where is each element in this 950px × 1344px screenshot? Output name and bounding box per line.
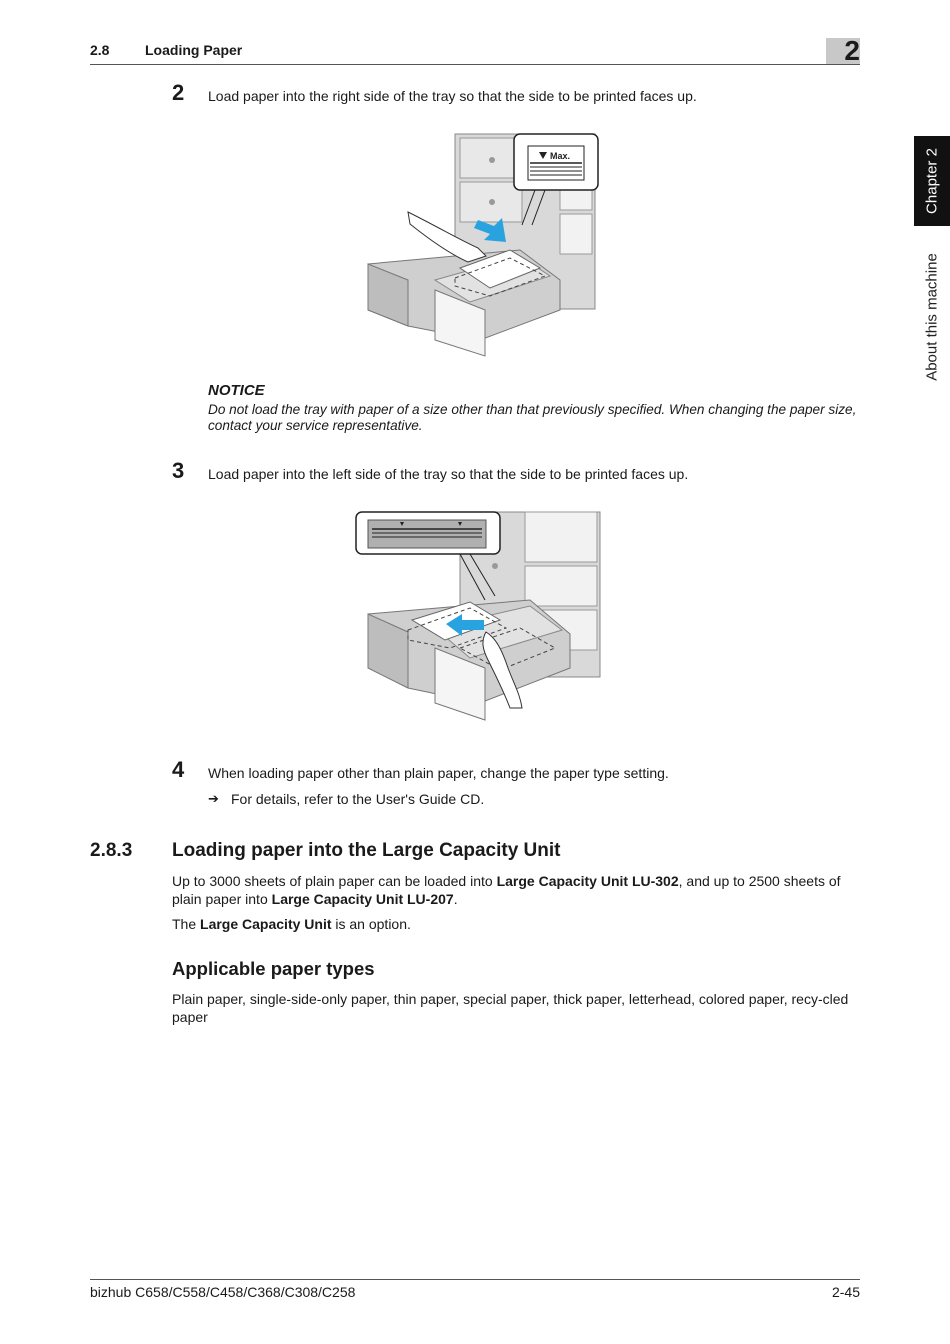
- step-reference: For details, refer to the User's Guide CD.: [231, 791, 485, 807]
- about-tab-label: About this machine: [923, 253, 941, 381]
- header-section-number: 2.8: [90, 42, 110, 58]
- lu207-name: Large Capacity Unit LU-207: [271, 891, 454, 907]
- step-number: 3: [172, 458, 185, 483]
- arrow-icon: ➔: [208, 791, 219, 806]
- capacity-paragraph: Up to 3000 sheets of plain paper can be loaded into Large Capacity Unit LU-302, and up to 2500 sheets of plain paper into Large Capacity Unit LU-207.: [172, 873, 841, 907]
- header-section-title: Loading Paper: [145, 42, 243, 58]
- chapter-tab: [914, 136, 950, 226]
- paper-types-paragraph: Plain paper, single-side-only paper, thin paper, special paper, thick paper, letterhead, colored paper, recy-cled paper: [172, 991, 849, 1025]
- notice-heading: NOTICE: [208, 382, 265, 399]
- subsection-heading: Applicable paper types: [172, 958, 375, 979]
- page-number: 2-45: [831, 1284, 860, 1300]
- tray-left-illustration: [350, 508, 610, 733]
- chapter-number: 2: [844, 35, 860, 66]
- chapter-tab-label: Chapter 2: [923, 148, 941, 214]
- notice-body: Do not load the tray with paper of a size other than that previously specified. When changing the paper size, contact your service representative.: [208, 402, 857, 433]
- section-title: Loading paper into the Large Capacity Unit: [172, 840, 561, 861]
- about-tab: [914, 232, 950, 402]
- lu302-name: Large Capacity Unit LU-302: [496, 873, 679, 889]
- step-text: Load paper into the right side of the tray so that the side to be printed faces up.: [208, 88, 697, 104]
- header-rule: [90, 64, 860, 65]
- option-paragraph: The Large Capacity Unit is an option.: [172, 916, 411, 932]
- step-text: When loading paper other than plain paper, change the paper type setting.: [208, 765, 669, 781]
- tray-right-illustration: [360, 130, 610, 365]
- section-number: 2.8.3: [90, 840, 133, 861]
- step-number: 4: [172, 757, 185, 782]
- lcu-name: Large Capacity Unit: [200, 916, 332, 932]
- max-label: Max.: [550, 151, 571, 161]
- step-number: 2: [172, 80, 185, 105]
- step-text: Load paper into the left side of the tray so that the side to be printed faces up.: [208, 466, 689, 482]
- footer-rule: [90, 1279, 860, 1280]
- footer-model: bizhub C658/C558/C458/C368/C308/C258: [90, 1284, 356, 1300]
